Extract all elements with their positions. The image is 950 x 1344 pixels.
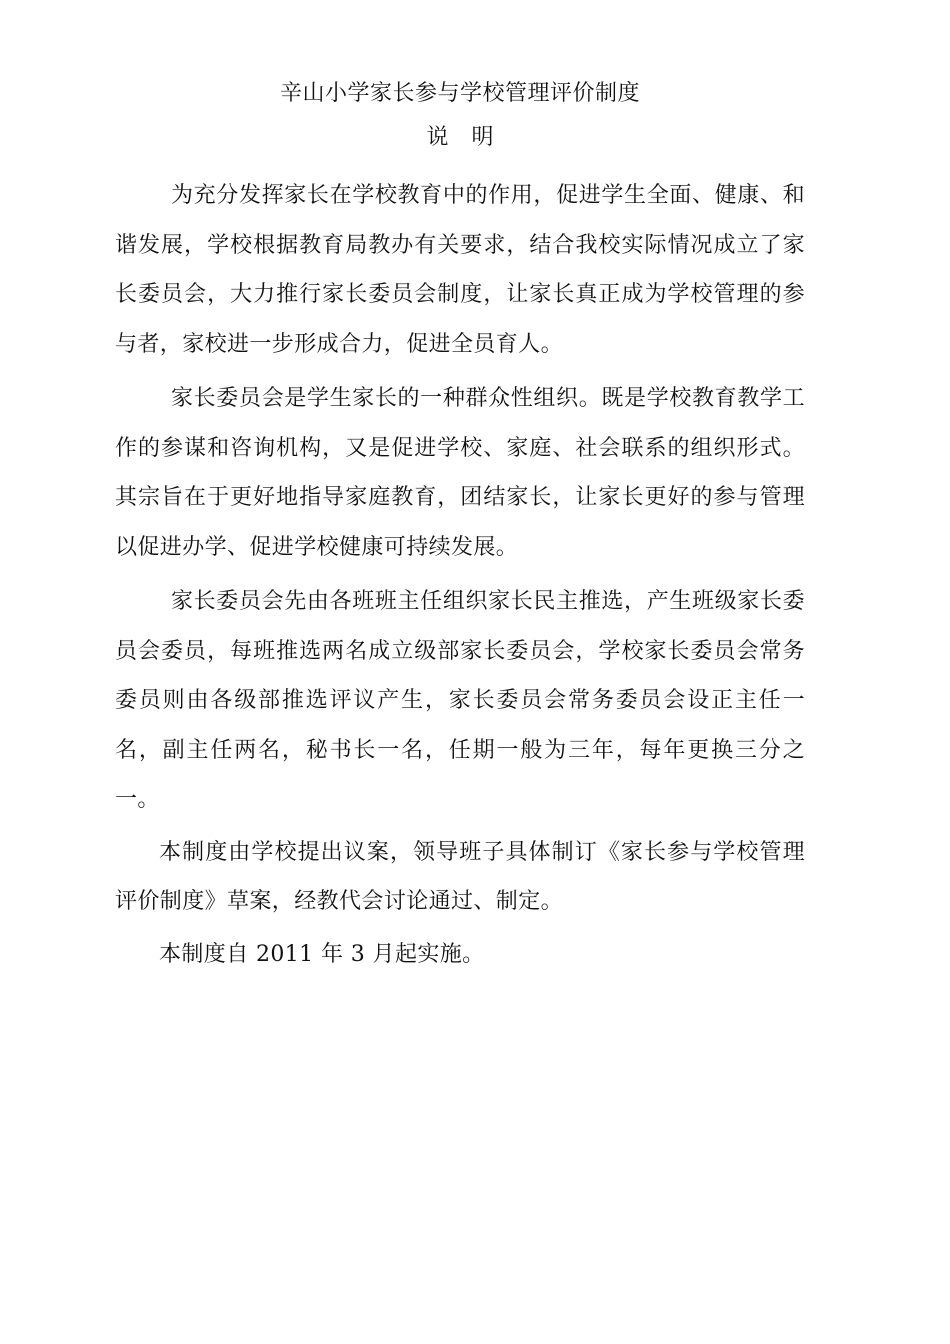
document-subtitle: 说 明 bbox=[426, 125, 502, 150]
paragraph-purpose: 为充分发挥家长在学校教育中的作用，促进学生全面、健康、和谐发展，学校根据教育局教办有关要求，结合我校实际情况成立了家长委员会，大力推行家长委员会制度，让家长真正成为学校管理的参与者，家校进一步形成合力，促进全员育人。 bbox=[115, 183, 805, 357]
document-title: 辛山小学家长参与学校管理评价制度 bbox=[279, 81, 640, 106]
paragraph-committee-election: 家长委员会先由各班班主任组织家长民主推选，产生班级家长委员会委员，每班推选两名成立级部家长委员会，学校家长委员会常务委员则由各级部推选评议产生，家长委员会常务委员会设正主任一名，副主任两名，秘书长一名，任期一般为三年，每年更换三分之一。 bbox=[115, 589, 805, 812]
paragraph-committee-nature: 家长委员会是学生家长的一种群众性组织。既是学校教育教学工作的参谋和咨询机构，又是促进学校、家庭、社会联系的组织形式。其宗旨在于更好地指导家庭教育，团结家长，让家长更好的参与管理以促进办学、促进学校健康可持续发展。 bbox=[115, 386, 805, 560]
paragraph-effective-date: 本制度自 2011 年 3 月起实施。 bbox=[159, 941, 485, 967]
document-body bbox=[115, 72, 805, 979]
paragraph-proposal: 本制度由学校提出议案，领导班子具体制订《家长参与学校管理评价制度》草案，经教代会讨论通过、制定。 bbox=[115, 839, 805, 914]
